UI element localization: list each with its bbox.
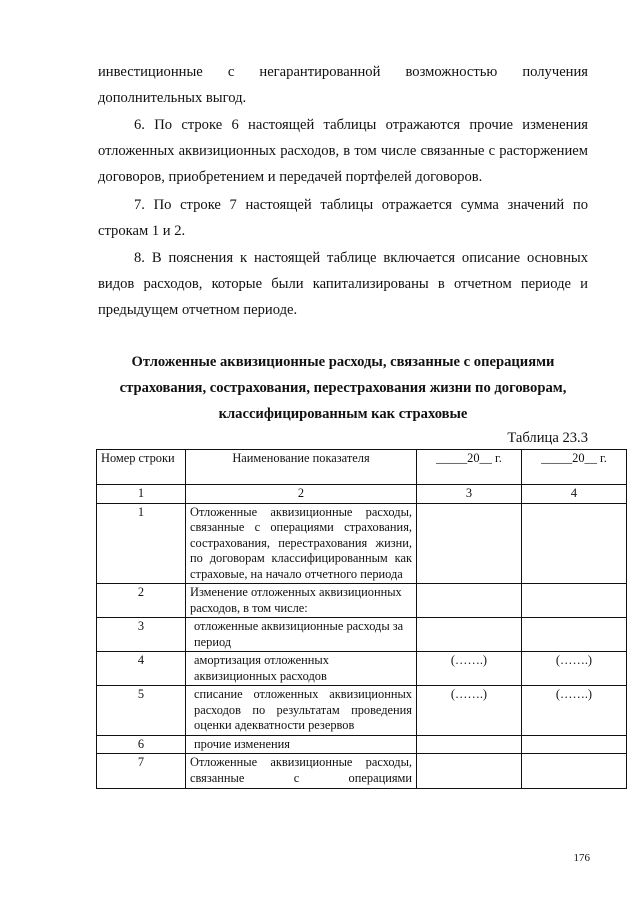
paragraph-item-6: 6. По строке 6 настоящей таблицы отражаются прочие изменения отложенных аквизиционных расходов, в том числе связанные с расторжением договоров, приобретением и передачей портфелей договоров. [98, 117, 588, 185]
row-value-period-1 [417, 754, 522, 789]
table-row [97, 503, 627, 584]
paragraph-continuation-end: дополнительных выгод. [98, 90, 247, 106]
row-name: списание отложенных аквизиционных расходов по результатам проведения оценки адекватности резервов [186, 686, 417, 736]
row-number: 4 [97, 652, 186, 686]
table-label: Таблица 23.3 [507, 430, 588, 446]
row-name: Отложенные аквизиционные расходы, связанные с операциями страхования, сострахования, перестрахования жизни, по договорам классифицированным как страховые, на начало отчетного периода [186, 503, 417, 584]
row-value-period-1 [417, 584, 522, 618]
header-period-2: _____20__ г. [522, 450, 627, 485]
page-number: 176 [573, 852, 590, 864]
column-number: 4 [522, 485, 627, 504]
row-number: 2 [97, 584, 186, 618]
table-title-line-3: классифицированным как страховые [218, 406, 468, 422]
header-period-1: _____20__ г. [417, 450, 522, 485]
row-name: Отложенные аквизиционные расходы, связанные с операциями [186, 754, 417, 789]
table-header-row [97, 450, 627, 485]
row-number: 6 [97, 735, 186, 754]
row-value-period-1: (…….) [417, 686, 522, 736]
column-number: 2 [186, 485, 417, 504]
row-value-period-2 [522, 735, 627, 754]
table-title-line-2: страхования, сострахования, перестрахования жизни по договорам, [119, 380, 567, 396]
data-table [96, 449, 627, 789]
table-row [97, 584, 627, 618]
row-value-period-1 [417, 503, 522, 584]
row-value-period-2 [522, 754, 627, 789]
row-number: 7 [97, 754, 186, 789]
row-value-period-2: (…….) [522, 652, 627, 686]
table-title [98, 349, 588, 427]
column-number: 1 [97, 485, 186, 504]
row-name: амортизация отложенных аквизиционных расходов [186, 652, 417, 686]
table-row [97, 686, 627, 736]
row-number: 3 [97, 618, 186, 652]
row-value-period-1: (…….) [417, 652, 522, 686]
table-row [97, 754, 627, 789]
row-name: отложенные аквизиционные расходы за период [186, 618, 417, 652]
row-value-period-2 [522, 503, 627, 584]
paragraph-item-8: 8. В пояснения к настоящей таблице включается описание основных видов расходов, которые были капитализированы в отчетном периоде и предыдущем отчетном периоде. [98, 250, 588, 318]
row-value-period-2 [522, 618, 627, 652]
paragraph-item-7: 7. По строке 7 настоящей таблицы отражается сумма значений по строкам 1 и 2. [98, 197, 588, 239]
row-name: Изменение отложенных аквизиционных расходов, в том числе: [186, 584, 417, 618]
header-indicator-name: Наименование показателя [186, 450, 417, 485]
row-value-period-1 [417, 618, 522, 652]
row-value-period-2 [522, 584, 627, 618]
row-number: 1 [97, 503, 186, 584]
row-number: 5 [97, 686, 186, 736]
row-value-period-2: (…….) [522, 686, 627, 736]
table-row [97, 735, 627, 754]
table-title-line-1: Отложенные аквизиционные расходы, связанные с операциями [131, 354, 555, 370]
table-row [97, 618, 627, 652]
paragraph-continuation: инвестиционные с негарантированной возможностью получения [98, 64, 588, 80]
table-column-numbers-row [97, 485, 627, 504]
column-number: 3 [417, 485, 522, 504]
row-value-period-1 [417, 735, 522, 754]
header-row-number: Номер строки [97, 450, 186, 485]
table-row [97, 652, 627, 686]
row-name: прочие изменения [186, 735, 417, 754]
